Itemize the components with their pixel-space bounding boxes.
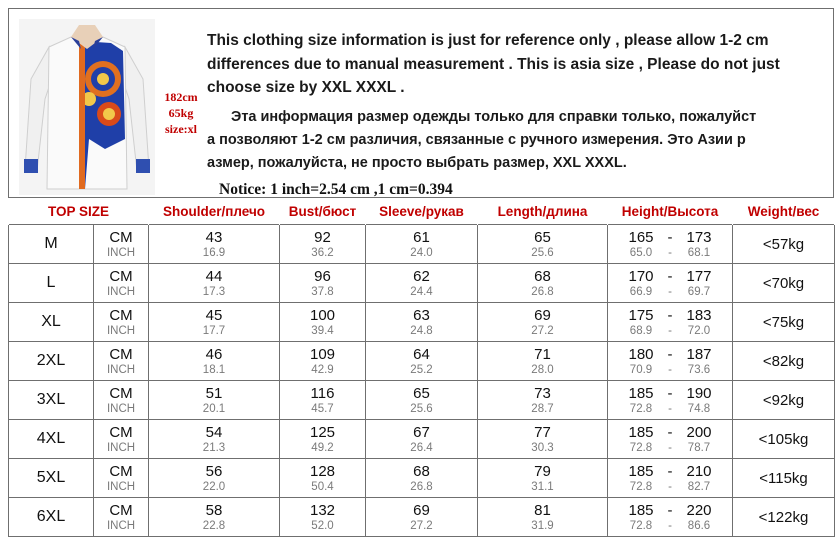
shoulder-cm: 51	[205, 384, 223, 402]
height-cm-min: 170	[628, 267, 654, 285]
weight-cell: <70kg	[733, 264, 835, 303]
unit-cm: CM	[109, 384, 133, 402]
height-inch-range	[608, 324, 732, 338]
length-inch: 31.1	[531, 480, 554, 493]
sleeve-inch: 24.8	[410, 324, 433, 337]
weight-cell: <57kg	[733, 225, 835, 264]
shoulder-cm: 56	[205, 462, 223, 480]
bust-inch: 49.2	[311, 441, 334, 454]
russian-note-line: азмер, пожалуйста, не просто выбрать размер, XXL XXXL.	[207, 155, 627, 171]
bust-inch: 50.4	[311, 480, 334, 493]
bust-inch: 39.4	[311, 324, 334, 337]
length-cm: 81	[534, 501, 551, 519]
header-bust: Bust/бюст	[280, 198, 366, 225]
range-dash: -	[668, 402, 672, 415]
height-inch-min: 70.9	[629, 363, 653, 376]
header-height: Height/Высота	[608, 198, 733, 225]
bust-cell	[280, 498, 366, 537]
height-cm-max: 187	[686, 345, 712, 363]
unit-cell	[94, 498, 149, 537]
model-weight: 65kg	[168, 106, 194, 120]
russian-note	[207, 106, 835, 175]
length-cell	[478, 225, 608, 264]
unit-inch: INCH	[106, 402, 136, 415]
bust-cm: 109	[309, 345, 336, 363]
height-inch-max: 82.7	[687, 480, 711, 493]
shoulder-inch: 17.7	[202, 324, 226, 337]
height-cm-min: 185	[628, 501, 654, 519]
table-row	[9, 303, 835, 342]
height-cm-range	[608, 385, 732, 402]
unit-cell	[94, 303, 149, 342]
shoulder-cell	[149, 459, 280, 498]
shoulder-inch: 18.1	[202, 363, 226, 376]
bust-cell	[280, 420, 366, 459]
sleeve-cm: 63	[413, 306, 430, 324]
russian-note-line: а позволяют 1-2 см различия, связанные с ручного измерения. Это Азии р	[207, 132, 746, 148]
unit-cm: CM	[109, 462, 133, 480]
english-note-line: This clothing size information is just for reference only , please allow 1-2 cm	[207, 32, 769, 49]
model-height: 182cm	[164, 90, 198, 104]
weight-cell: <115kg	[733, 459, 835, 498]
size-label: M	[9, 225, 94, 264]
height-cm-max: 220	[686, 501, 712, 519]
shoulder-cm: 58	[205, 501, 223, 519]
size-label: 5XL	[9, 459, 94, 498]
bust-inch: 36.2	[311, 246, 334, 259]
height-cm-max: 190	[686, 384, 712, 402]
shoulder-cell	[149, 381, 280, 420]
height-cm-min: 175	[628, 306, 654, 324]
length-cm: 68	[534, 267, 551, 285]
bust-inch: 42.9	[311, 363, 334, 376]
shoulder-inch: 17.3	[202, 285, 226, 298]
height-cm-min: 185	[628, 462, 654, 480]
height-inch-min: 65.0	[629, 246, 653, 259]
bust-cm: 116	[310, 384, 335, 402]
sleeve-cm: 67	[413, 423, 430, 441]
range-dash: -	[667, 345, 673, 363]
sleeve-cell	[366, 342, 478, 381]
sleeve-cell	[366, 303, 478, 342]
shoulder-cm: 45	[205, 306, 223, 324]
height-inch-max: 73.6	[687, 363, 711, 376]
range-dash: -	[667, 384, 673, 402]
height-inch-max: 72.0	[687, 324, 711, 337]
bust-inch: 45.7	[311, 402, 334, 415]
height-inch-min: 72.8	[629, 441, 653, 454]
shoulder-cell	[149, 303, 280, 342]
range-dash: -	[668, 285, 672, 298]
range-dash: -	[667, 228, 673, 246]
height-cell	[608, 381, 733, 420]
weight-cell: <105kg	[733, 420, 835, 459]
unit-cell	[94, 225, 149, 264]
size-table-header	[9, 198, 835, 225]
height-inch-range	[608, 480, 732, 494]
sleeve-inch: 27.2	[410, 519, 433, 532]
sleeve-cell	[366, 420, 478, 459]
bust-cell	[280, 225, 366, 264]
sleeve-cm: 65	[413, 384, 430, 402]
header-top-size: TOP SIZE	[9, 198, 149, 225]
range-dash: -	[667, 501, 673, 519]
height-cell	[608, 303, 733, 342]
sleeve-cell	[366, 381, 478, 420]
conversion-notice: Notice: 1 inch=2.54 cm ,1 cm=0.394	[219, 181, 453, 198]
table-row	[9, 459, 835, 498]
shoulder-cell	[149, 225, 280, 264]
height-inch-min: 72.8	[629, 402, 653, 415]
height-inch-min: 72.8	[629, 480, 653, 493]
length-inch: 28.0	[531, 363, 554, 376]
range-dash: -	[667, 267, 673, 285]
unit-inch: INCH	[106, 246, 136, 259]
shirt-model-photo	[19, 19, 155, 195]
bust-cell	[280, 459, 366, 498]
bust-cell	[280, 303, 366, 342]
model-info	[157, 89, 205, 137]
table-row	[9, 342, 835, 381]
length-cell	[478, 420, 608, 459]
height-inch-max: 86.6	[687, 519, 711, 532]
sleeve-inch: 24.0	[410, 246, 433, 259]
table-row	[9, 381, 835, 420]
info-header	[8, 8, 834, 198]
bust-cm: 132	[309, 501, 336, 519]
length-inch: 27.2	[531, 324, 554, 337]
unit-cm: CM	[109, 501, 133, 519]
sleeve-cell	[366, 498, 478, 537]
bust-cm: 100	[309, 306, 336, 324]
bust-cell	[280, 264, 366, 303]
height-cm-range	[608, 229, 732, 246]
bust-inch: 37.8	[311, 285, 334, 298]
height-cell	[608, 264, 733, 303]
height-inch-max: 69.7	[687, 285, 711, 298]
header-sleeve: Sleeve/рукав	[366, 198, 478, 225]
length-cell	[478, 459, 608, 498]
length-cell	[478, 264, 608, 303]
table-row	[9, 498, 835, 537]
height-cm-range	[608, 424, 732, 441]
size-label: L	[9, 264, 94, 303]
shoulder-inch: 21.3	[202, 441, 226, 454]
unit-cell	[94, 264, 149, 303]
height-cell	[608, 225, 733, 264]
weight-cell: <82kg	[733, 342, 835, 381]
unit-cell	[94, 342, 149, 381]
range-dash: -	[668, 246, 672, 259]
height-inch-min: 68.9	[629, 324, 653, 337]
height-cell	[608, 420, 733, 459]
english-note	[207, 29, 827, 100]
height-inch-min: 72.8	[629, 519, 653, 532]
header-length: Length/длина	[478, 198, 608, 225]
unit-cm: CM	[109, 423, 133, 441]
shoulder-inch: 20.1	[202, 402, 226, 415]
length-cm: 65	[534, 228, 551, 246]
length-inch: 28.7	[531, 402, 554, 415]
length-cell	[478, 342, 608, 381]
sleeve-inch: 25.2	[410, 363, 433, 376]
shoulder-cm: 44	[205, 267, 223, 285]
length-inch: 30.3	[531, 441, 554, 454]
size-label: 2XL	[9, 342, 94, 381]
height-cm-max: 177	[686, 267, 712, 285]
weight-cell: <92kg	[733, 381, 835, 420]
size-label: 6XL	[9, 498, 94, 537]
height-cm-min: 180	[628, 345, 654, 363]
unit-cm: CM	[109, 228, 133, 246]
height-cm-range	[608, 502, 732, 519]
sleeve-inch: 26.8	[410, 480, 433, 493]
length-inch: 31.9	[531, 519, 554, 532]
header-shoulder: Shoulder/плечо	[149, 198, 280, 225]
height-cm-min: 185	[628, 423, 654, 441]
length-cell	[478, 381, 608, 420]
shoulder-cell	[149, 420, 280, 459]
shoulder-inch: 22.8	[202, 519, 226, 532]
height-cm-max: 173	[686, 228, 712, 246]
length-cm: 73	[534, 384, 551, 402]
height-inch-range	[608, 402, 732, 416]
height-inch-max: 78.7	[687, 441, 711, 454]
height-cm-range	[608, 346, 732, 363]
sleeve-inch: 26.4	[410, 441, 433, 454]
sleeve-cell	[366, 459, 478, 498]
height-inch-range	[608, 285, 732, 299]
shoulder-cell	[149, 498, 280, 537]
range-dash: -	[667, 306, 673, 324]
sleeve-inch: 24.4	[410, 285, 433, 298]
height-cm-max: 200	[686, 423, 712, 441]
size-table-body	[9, 225, 835, 537]
sleeve-cm: 61	[413, 228, 430, 246]
range-dash: -	[667, 423, 673, 441]
shoulder-cm: 43	[205, 228, 223, 246]
length-cm: 69	[534, 306, 551, 324]
sleeve-cm: 62	[413, 267, 430, 285]
bust-cell	[280, 342, 366, 381]
table-row	[9, 420, 835, 459]
weight-cell: <122kg	[733, 498, 835, 537]
unit-inch: INCH	[106, 480, 136, 493]
unit-inch: INCH	[106, 441, 136, 454]
size-label: 4XL	[9, 420, 94, 459]
range-dash: -	[668, 480, 672, 493]
shoulder-cm: 54	[205, 423, 223, 441]
model-size: size:xl	[165, 122, 197, 136]
sleeve-cell	[366, 264, 478, 303]
english-note-line: choose size by XXL XXXL .	[207, 79, 405, 96]
sleeve-inch: 25.6	[410, 402, 433, 415]
length-inch: 25.6	[531, 246, 554, 259]
unit-cell	[94, 459, 149, 498]
shoulder-cell	[149, 342, 280, 381]
shoulder-inch: 16.9	[202, 246, 226, 259]
length-cell	[478, 498, 608, 537]
range-dash: -	[668, 363, 672, 376]
range-dash: -	[668, 519, 672, 532]
unit-inch: INCH	[106, 519, 136, 532]
table-row	[9, 225, 835, 264]
height-cm-range	[608, 463, 732, 480]
size-label: 3XL	[9, 381, 94, 420]
length-cm: 71	[534, 345, 551, 363]
unit-inch: INCH	[106, 324, 136, 337]
sleeve-cell	[366, 225, 478, 264]
height-inch-range	[608, 363, 732, 377]
bust-cm: 96	[314, 267, 331, 285]
height-inch-max: 68.1	[687, 246, 711, 259]
unit-cm: CM	[109, 267, 133, 285]
length-inch: 26.8	[531, 285, 554, 298]
sleeve-cm: 69	[413, 501, 430, 519]
length-cm: 77	[534, 423, 551, 441]
height-cm-max: 210	[686, 462, 712, 480]
unit-cell	[94, 381, 149, 420]
length-cm: 79	[534, 462, 551, 480]
shoulder-cell	[149, 264, 280, 303]
height-cell	[608, 342, 733, 381]
sleeve-cm: 64	[413, 345, 430, 363]
range-dash: -	[668, 324, 672, 337]
height-inch-range	[608, 246, 732, 260]
bust-cm: 92	[314, 228, 331, 246]
height-cell	[608, 498, 733, 537]
shoulder-inch: 22.0	[202, 480, 226, 493]
unit-cell	[94, 420, 149, 459]
table-row	[9, 264, 835, 303]
height-inch-range	[608, 441, 732, 455]
height-cm-range	[608, 307, 732, 324]
bust-inch: 52.0	[311, 519, 334, 532]
size-table	[8, 198, 835, 537]
height-inch-range	[608, 519, 732, 533]
unit-cm: CM	[109, 345, 133, 363]
height-inch-max: 74.8	[687, 402, 711, 415]
bust-cell	[280, 381, 366, 420]
shoulder-cm: 46	[205, 345, 223, 363]
russian-note-line: Эта информация размер одежды только для справки только, пожалуйст	[231, 109, 757, 125]
unit-inch: INCH	[106, 363, 136, 376]
english-note-line: differences due to manual measurement . This is asia size , Please do not just	[207, 55, 780, 73]
range-dash: -	[667, 462, 673, 480]
unit-inch: INCH	[106, 285, 136, 298]
height-cm-range	[608, 268, 732, 285]
height-inch-min: 66.9	[629, 285, 653, 298]
height-cm-max: 183	[686, 306, 712, 324]
bust-cm: 125	[309, 423, 336, 441]
sleeve-cm: 68	[413, 462, 430, 480]
bust-cm: 128	[309, 462, 336, 480]
range-dash: -	[668, 441, 672, 454]
weight-cell: <75kg	[733, 303, 835, 342]
height-cm-min: 185	[628, 384, 654, 402]
size-label: XL	[9, 303, 94, 342]
header-weight: Weight/вес	[733, 198, 835, 225]
height-cm-min: 165	[628, 228, 654, 246]
height-cell	[608, 459, 733, 498]
length-cell	[478, 303, 608, 342]
unit-cm: CM	[109, 306, 133, 324]
